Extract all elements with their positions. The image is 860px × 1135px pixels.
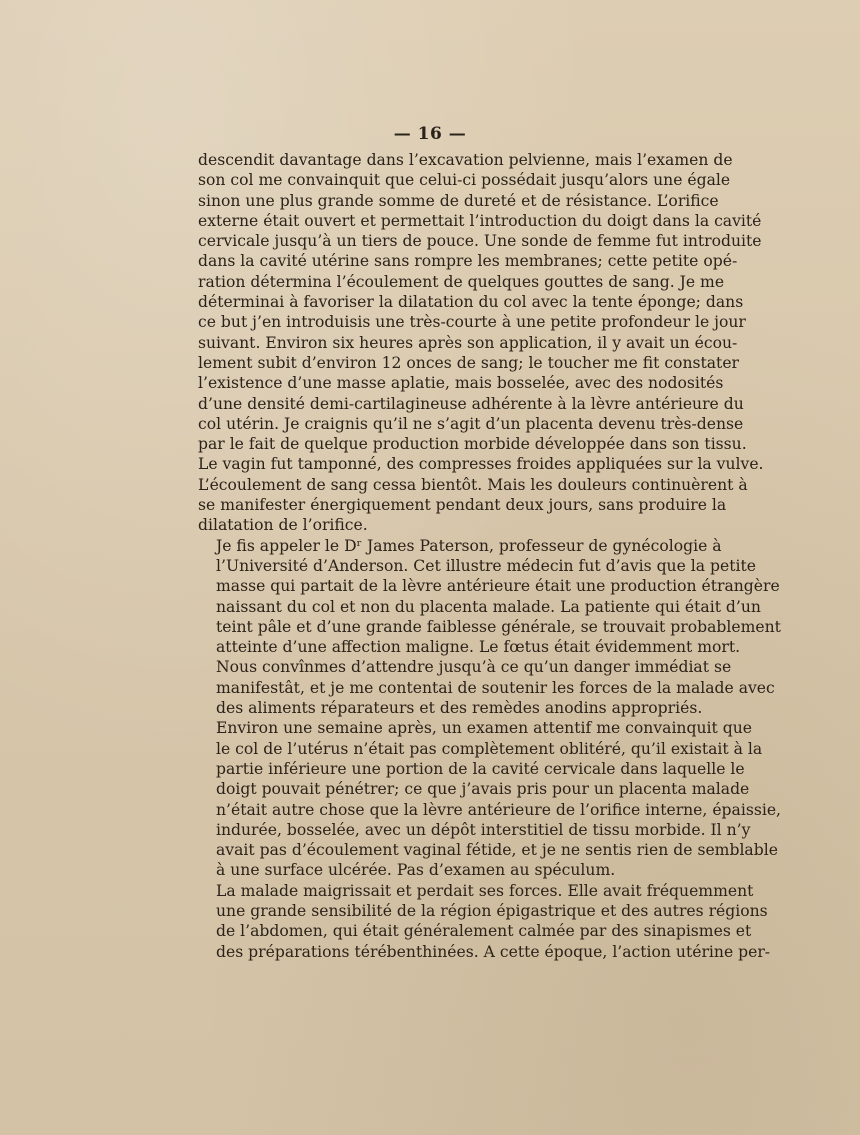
text-line: suivant. Environ six heures après son application, il y avait un écou- [198,333,738,352]
text-line: masse qui partait de la lèvre antérieure était une production étrangère [216,577,780,596]
text-line: déterminai à favoriser la dilatation du col avec la tente éponge; dans [198,293,744,312]
page-number: — 16 — [393,124,467,144]
text-line: externe était ouvert et permettait l’introduction du doigt dans la cavité [198,211,762,230]
text-line: Nous convînmes d’attendre jusqu’à ce qu’un danger immédiat se [216,658,732,677]
text-line: Le vagin fut tamponné, des compresses froides appliquées sur la vulve. [198,455,764,474]
text-line: l’existence d’une masse aplatie, mais bosselée, avec des nodosités [198,374,724,393]
text-line: à une surface ulcérée. Pas d’examen au spéculum. [216,861,616,880]
text-line: Environ une semaine après, un examen attentif me convainquit que [216,719,752,738]
paragraph [198,150,764,536]
text-line: par le fait de quelque production morbide développée dans son tissu. [198,435,747,454]
text-line: n’était autre chose que la lèvre antérieure de l’orifice interne, épaissie, [216,800,781,819]
text-line: L’écoulement de sang cessa bientôt. Mais les douleurs continuèrent à [198,475,748,494]
text-line: La malade maigrissait et perdait ses forces. Elle avait fréquemment [216,881,754,900]
text-line: son col me convainquit que celui-ci possédait jusqu’alors une égale [198,171,731,190]
text-line: cervicale jusqu’à un tiers de pouce. Une sonde de femme fut introduite [198,232,762,251]
text-line: ce but j’en introduisis une très-courte à une petite profondeur le jour [198,313,746,332]
text-line: lement subit d’environ 12 onces de sang; le toucher me fit constater [198,353,739,372]
text-line: avait pas d’écoulement vaginal fétide, et je ne sentis rien de semblable [216,841,778,860]
text-line: d’une densité demi-cartilagineuse adhérente à la lèvre antérieure du [198,394,744,413]
text-line: dilatation de l’orifice. [198,516,368,535]
text-line: le col de l’utérus n’était pas complètement oblitéré, qu’il existait à la [216,739,763,758]
text-line: une grande sensibilité de la région épigastrique et des autres régions [216,901,768,920]
text-line: de l’abdomen, qui était généralement calmée par des sinapismes et [216,922,752,941]
text-line: dans la cavité utérine sans rompre les membranes; cette petite opé- [198,252,738,271]
paragraph [198,718,781,880]
text-line: teint pâle et d’une grande faiblesse générale, se trouvait probablement [216,617,781,636]
text-line: des aliments réparateurs et des remèdes anodins appropriés. [216,699,703,718]
text-line: descendit davantage dans l’excavation pelvienne, mais l’examen de [198,151,733,169]
paragraph [198,536,781,719]
text-line: naissant du col et non du placenta malade. La patiente qui était d’un [216,597,761,616]
text-line: ration détermina l’écoulement de quelques gouttes de sang. Je me [198,272,725,291]
text-line: Je fis appeler le Dʳ James Paterson, professeur de gynécologie à [216,536,722,555]
text-line: doigt pouvait pénétrer; ce que j’avais pris pour un placenta malade [216,780,750,799]
body-text [198,150,781,962]
text-line: des préparations térébenthinées. A cette époque, l’action utérine per- [216,942,771,961]
text-line: sinon une plus grande somme de dureté et de résistance. L’orifice [198,191,719,210]
text-line: indurée, bosselée, avec un dépôt interstitiel de tissu morbide. Il n’y [216,820,751,839]
text-line: se manifester énergiquement pendant deux jours, sans produire la [198,496,727,515]
text-line: partie inférieure une portion de la cavité cervicale dans laquelle le [216,759,745,778]
text-line: col utérin. Je craignis qu’il ne s’agit d’un placenta devenu très-dense [198,414,744,433]
text-line: l’Université d’Anderson. Cet illustre médecin fut d’avis que la petite [216,556,756,575]
text-line: manifestât, et je me contentai de soutenir les forces de la malade avec [216,678,775,697]
paragraph [198,881,771,962]
text-line: atteinte d’une affection maligne. Le fœtus était évidemment mort. [216,638,741,657]
